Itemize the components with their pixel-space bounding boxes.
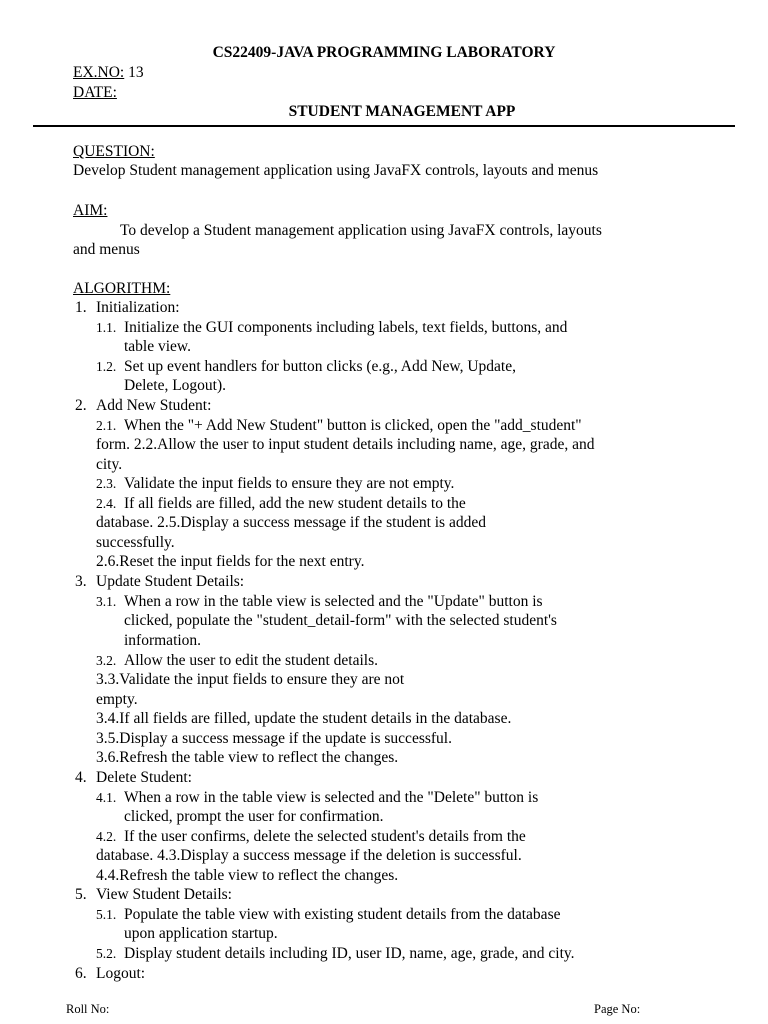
aim-line-1: To develop a Student management application using JavaFX controls, layouts	[120, 222, 602, 239]
step-1-1-number: 1.1.	[96, 320, 117, 335]
step-1-2-line-1: Set up event handlers for button clicks (e.g., Add New, Update,	[124, 358, 516, 375]
step-2-1-line-2: form. 2.2.Allow the user to input student details including name, age, grade, and	[96, 436, 595, 453]
exercise-number	[73, 63, 144, 82]
step-1-2-number: 1.2.	[96, 359, 117, 374]
ex-value: 13	[128, 64, 144, 81]
step-2-4-number: 2.4.	[96, 496, 117, 511]
step-3-4-line-1: 3.4.If all fields are filled, update the student details in the database.	[96, 710, 512, 727]
step-2-4-line-1: If all fields are filled, add the new student details to the	[124, 495, 466, 512]
document-title: STUDENT MANAGEMENT APP	[288, 103, 516, 120]
step-3-3-line-1: 3.3.Validate the input fields to ensure they are not	[96, 671, 405, 688]
step-4-1-number: 4.1.	[96, 790, 117, 805]
step-5-1-line-1: Populate the table view with existing student details from the database	[124, 906, 561, 923]
step-4-1-line-1: When a row in the table view is selected and the "Delete" button is	[124, 789, 539, 806]
step-1-1-line-1: Initialize the GUI components including labels, text fields, buttons, and	[124, 319, 568, 336]
ex-label: EX.NO:	[73, 64, 125, 81]
step-4-1-line-2: clicked, prompt the user for confirmation.	[124, 808, 384, 825]
step-3-3-line-2: empty.	[96, 691, 138, 708]
step-1-2-line-2: Delete, Logout).	[124, 377, 227, 394]
question-text: Develop Student management application using JavaFX controls, layouts and menus	[73, 162, 599, 179]
step-6-number: 6.	[75, 965, 87, 982]
step-5-number: 5.	[75, 886, 87, 903]
aim-line-2: and menus	[73, 241, 140, 258]
date-label: DATE:	[73, 84, 117, 101]
algorithm-heading: ALGORITHM:	[73, 280, 171, 297]
step-2-1-number: 2.1.	[96, 418, 117, 433]
step-3-1-line-1: When a row in the table view is selected and the "Update" button is	[124, 593, 543, 610]
step-3-6-line-1: 3.6.Refresh the table view to reflect the changes.	[96, 749, 399, 766]
step-2-3-number: 2.3.	[96, 476, 117, 491]
step-5-2-line-1: Display student details including ID, user ID, name, age, grade, and city.	[124, 945, 575, 962]
step-3-5-line-1: 3.5.Display a success message if the update is successful.	[96, 730, 452, 747]
aim-heading: AIM:	[73, 202, 108, 219]
step-4-number: 4.	[75, 769, 87, 786]
step-1-number: 1.	[75, 299, 87, 316]
step-1-1-line-2: table view.	[124, 338, 191, 355]
step-5-2-number: 5.2.	[96, 946, 117, 961]
step-2-number: 2.	[75, 397, 87, 414]
step-6-title: Logout:	[96, 965, 146, 982]
step-3-1-line-2: clicked, populate the "student_detail-form" with the selected student's	[124, 612, 557, 629]
step-3-2-line-1: Allow the user to edit the student details.	[124, 652, 378, 669]
step-2-6-line-1: 2.6.Reset the input fields for the next entry.	[96, 553, 365, 570]
step-4-2-number: 4.2.	[96, 829, 117, 844]
step-4-title: Delete Student:	[96, 769, 192, 786]
step-4-2-line-2: database. 4.3.Display a success message if the deletion is successful.	[96, 847, 522, 864]
step-3-1-number: 3.1.	[96, 594, 117, 609]
step-2-4-line-2: database. 2.5.Display a success message if the student is added	[96, 514, 486, 531]
step-2-4-line-3: successfully.	[96, 534, 175, 551]
step-2-1-line-1: When the "+ Add New Student" button is clicked, open the "add_student"	[124, 417, 582, 434]
step-4-4-line-1: 4.4.Refresh the table view to reflect the changes.	[96, 867, 399, 884]
step-5-1-number: 5.1.	[96, 907, 117, 922]
header-divider	[33, 125, 735, 127]
course-title: CS22409-JAVA PROGRAMMING LABORATORY	[212, 44, 556, 61]
page-number-label: Page No:	[594, 1002, 641, 1016]
step-2-title: Add New Student:	[96, 397, 212, 414]
step-2-1-line-3: city.	[96, 456, 123, 473]
step-1-title: Initialization:	[96, 299, 180, 316]
step-5-1-line-2: upon application startup.	[124, 925, 278, 942]
step-3-title: Update Student Details:	[96, 573, 245, 590]
roll-number-label: Roll No:	[66, 1002, 110, 1016]
step-3-number: 3.	[75, 573, 87, 590]
step-2-3-line-1: Validate the input fields to ensure they are not empty.	[124, 475, 455, 492]
step-3-1-line-3: information.	[124, 632, 202, 649]
step-5-title: View Student Details:	[96, 886, 232, 903]
step-3-2-number: 3.2.	[96, 653, 117, 668]
question-heading: QUESTION:	[73, 143, 155, 160]
step-4-2-line-1: If the user confirms, delete the selected student's details from the	[124, 828, 526, 845]
